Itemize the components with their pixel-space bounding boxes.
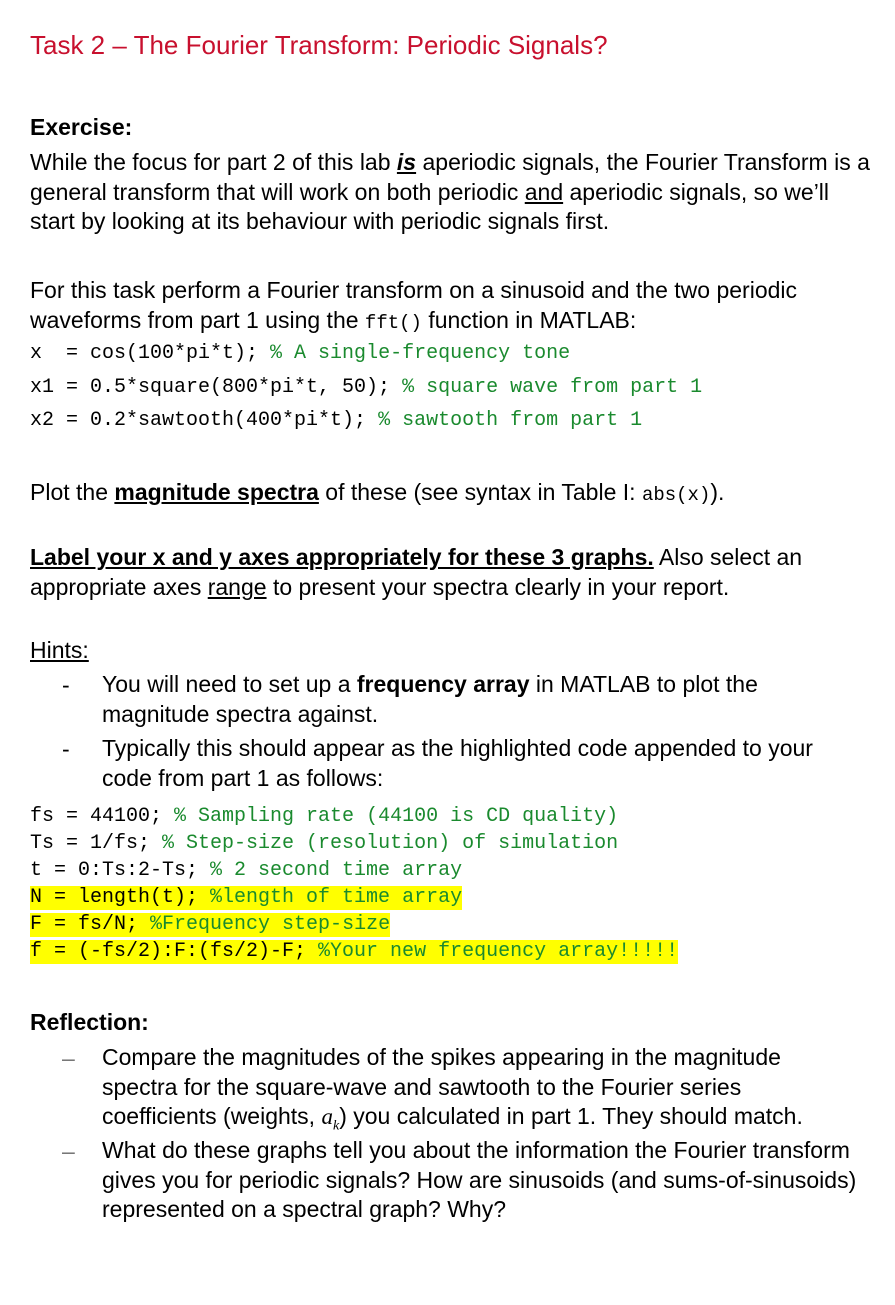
reflection-bullet-marker: – (62, 1045, 75, 1071)
code-comment: % Sampling rate (44100 is CD quality) (174, 805, 619, 828)
code-line-t (30, 859, 462, 883)
intro-text-2: aperiodic signals, the Fourier Transform is a general transform that will work on both periodic (30, 149, 870, 205)
r1-ak-symbol (321, 1104, 340, 1134)
hints-heading: Hints: (30, 637, 89, 663)
hint1-text-1: You will need to set up a (102, 671, 357, 697)
plot-text-3: ). (710, 479, 725, 505)
code-line-f-array-highlighted (30, 940, 678, 964)
code-comment: %Frequency step-size (150, 913, 391, 936)
label-text-1: Also select an appropriate axes (30, 544, 803, 600)
intro-emphasis-and: and (524, 178, 564, 205)
intro-text-1: While the focus for part 2 of this lab (30, 149, 397, 175)
code-text: t = 0:Ts:2-Ts; (30, 859, 211, 882)
reflection-bullet-2: What do these graphs tell you about the information the Fourier transform gives you for periodic signals? How are sinusoids (and sums-of-sinusoids) represented on a spectral graph? Why? (102, 1137, 857, 1222)
code-text: N = length(t); (30, 886, 211, 909)
intro-emphasis-is: is (396, 149, 417, 175)
task-text-1: For this task perform a Fourier transform on a sinusoid and the two periodic waveforms from part 1 using the (30, 277, 798, 333)
code-text: x1 = 0.5*square(800*pi*t, 50); (30, 376, 403, 399)
code-text: f = (-fs/2):F:(fs/2)-F; (30, 940, 319, 963)
page-title: Task 2 – The Fourier Transform: Periodic Signals? (30, 30, 608, 60)
code-text: fs = 44100; (30, 805, 175, 828)
code-comment: % 2 second time array (210, 859, 463, 882)
code-line-x2 (30, 409, 642, 433)
hint-bullet-marker: - (62, 736, 70, 762)
code-line-f-step-highlighted (30, 913, 390, 937)
code-comment: % A single-frequency tone (270, 342, 571, 365)
code-comment: % sawtooth from part 1 (378, 409, 643, 432)
label-instruction (30, 543, 880, 602)
code-text: x2 = 0.2*sawtooth(400*pi*t); (30, 409, 379, 432)
label-range: range (207, 573, 267, 600)
code-text: Ts = 1/fs; (30, 832, 163, 855)
r1-text-1: Compare the magnitudes of the spikes appearing in the magnitude spectra for the square-wave and sawtooth to the Fourier series coefficients (weights, (102, 1044, 781, 1129)
code-line-fs (30, 805, 618, 829)
code-line-ts (30, 832, 618, 856)
code-line-x (30, 342, 570, 366)
plot-abs-code: abs(x) (641, 484, 711, 506)
plot-instruction (30, 478, 880, 511)
ak-a: a (321, 1104, 333, 1129)
reflection-heading: Reflection: (30, 1009, 149, 1035)
code-line-x1 (30, 376, 702, 400)
code-comment: %length of time array (210, 886, 463, 909)
hint1-text-2: in MATLAB to plot the magnitude spectra against. (102, 671, 758, 727)
task-text-2: function in MATLAB: (421, 306, 637, 333)
plot-text-1: Plot the (30, 479, 115, 505)
code-line-n-highlighted (30, 886, 462, 910)
label-emphasis: Label your x and y axes appropriately for these 3 graphs. (30, 544, 654, 570)
task-paragraph (30, 276, 880, 338)
code-comment: % Step-size (resolution) of simulation (162, 832, 619, 855)
code-comment: %Your new frequency array!!!!! (318, 940, 679, 963)
reflection-bullet-marker: – (62, 1138, 75, 1164)
label-text-2: to present your spectra clearly in your report. (266, 573, 730, 600)
code-text: x = cos(100*pi*t); (30, 342, 271, 365)
task-fft-code: fft() (364, 311, 422, 334)
hint-bullet-marker: - (62, 672, 70, 698)
reflection-bullet-1 (102, 1043, 862, 1141)
ak-k: k (332, 1118, 340, 1134)
exercise-heading: Exercise: (30, 114, 133, 140)
plot-text-2: of these (see syntax in Table I: (318, 479, 642, 505)
r1-text-2: ) you calculated in part 1. They should match. (339, 1103, 803, 1129)
plot-emphasis: magnitude spectra (114, 479, 319, 505)
hint-bullet-1 (102, 670, 862, 729)
hint-bullet-2: Typically this should appear as the highlighted code appended to your code from part 1 as follows: (102, 735, 813, 791)
hint1-emphasis: frequency array (356, 671, 530, 697)
exercise-intro-paragraph (30, 148, 880, 237)
code-comment: % square wave from part 1 (402, 376, 703, 399)
code-text: F = fs/N; (30, 913, 151, 936)
intro-text-3: aperiodic signals, so we’ll start by looking at its behaviour with periodic signals first. (30, 178, 830, 234)
